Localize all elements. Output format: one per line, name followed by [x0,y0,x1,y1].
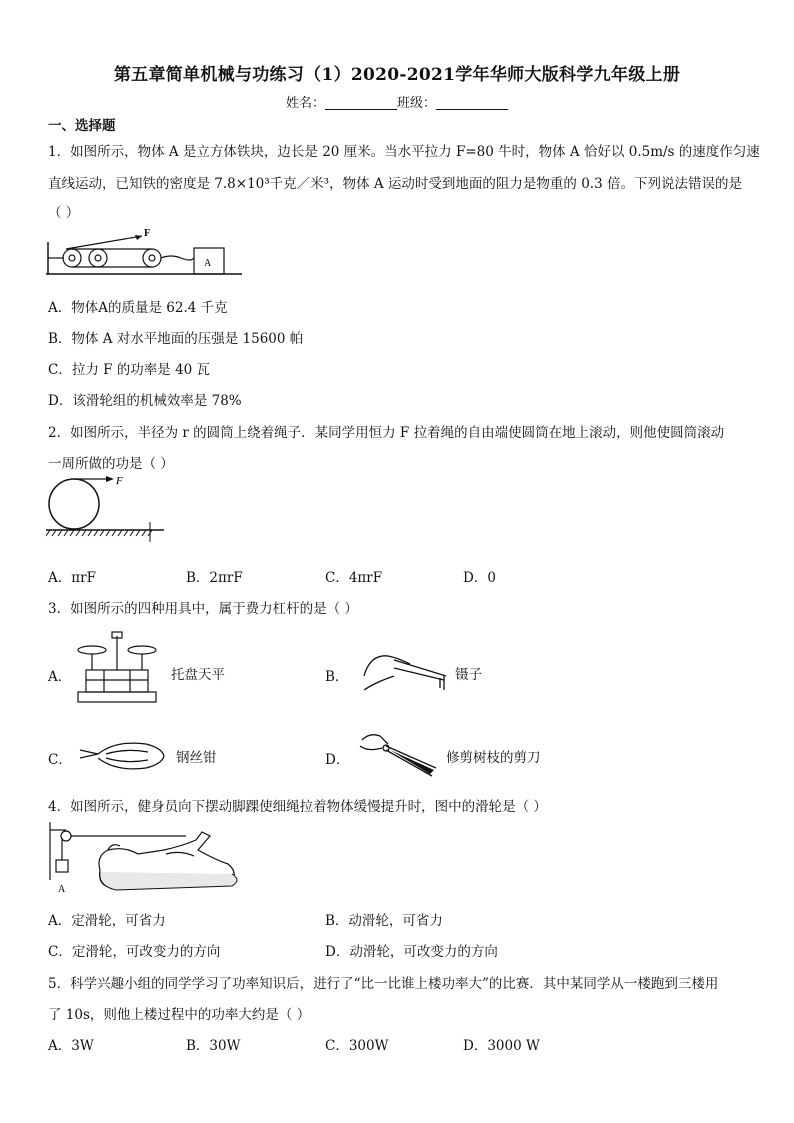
q5-option-c[interactable]: C．300W [325,1038,389,1054]
q1-option-a[interactable]: A．物体A的质量是 62.4 千克 [48,300,228,316]
name-label: 姓名： [285,96,325,111]
cylinder-roll-figure [46,474,166,546]
name-blank[interactable] [325,97,397,110]
pulley-system-figure [46,226,246,282]
q1-line-3: （ ） [48,205,80,221]
q1-option-d[interactable]: D．该滑轮组的机械效率是 78% [48,393,242,409]
q3-option-b-label: 镊子 [455,667,482,683]
q5-option-b[interactable]: B．30W [186,1038,241,1054]
q2-option-a[interactable]: A．πrF [48,570,96,586]
q1-line-2: 直线运动，已知铁的密度是 7.8×10³千克／米³，物体 A 运动时受到地面的阻力是物重的 0.3 倍。下列说法错误的是 [48,176,742,192]
q1-line-1: 1．如图所示，物体 A 是立方体铁块，边长是 20 厘米。当水平拉力 F=80 牛时，物体 A 恰好以 0.5m/s 的速度作匀速 [48,144,760,160]
fig2-force-label: F [116,475,123,487]
q1-option-c[interactable]: C．拉力 F 的功率是 40 瓦 [48,362,211,378]
q4-option-b[interactable]: B．动滑轮，可省力 [325,913,443,929]
q4-option-c[interactable]: C．定滑轮，可改变力的方向 [48,944,221,960]
q3-line-1: 3．如图所示的四种用具中，属于费力杠杆的是（ ） [48,601,358,617]
section-heading: 一、选择题 [48,118,116,134]
class-blank[interactable] [436,97,508,110]
q3-option-c-label: 钢丝钳 [176,750,217,766]
balance-scale-icon [74,630,164,710]
q4-option-d[interactable]: D．动滑轮，可改变力的方向 [325,944,498,960]
fig1-force-label: F [144,228,151,239]
tweezers-icon [354,646,454,696]
wire-pliers-icon [76,738,170,776]
q5-line-1: 5．科学兴趣小组的同学学习了功率知识后，进行了“比一比谁上楼功率大”的比赛．其中某同学从一楼跑到三楼用 [48,976,719,992]
q1-option-b[interactable]: B．物体 A 对水平地面的压强是 15600 帕 [48,331,304,347]
q3-option-d-label: 修剪树枝的剪刀 [446,750,541,766]
student-info [0,92,794,111]
q2-option-d[interactable]: D．0 [463,570,496,586]
pruning-shears-icon [356,730,440,782]
fig4-weight-label: A [58,884,66,895]
page-title: 第五章简单机械与功练习（1）2020-2021学年华师大版科学九年级上册 [113,65,681,85]
q2-option-c[interactable]: C．4πrF [325,570,383,586]
q2-line-1: 2．如图所示，半径为 r 的圆筒上绕着绳子．某同学用恒力 F 拉着绳的自由端使圆筒在地上滚动，则他使圆筒滚动 [48,425,725,441]
q4-option-a[interactable]: A．定滑轮，可省力 [48,913,166,929]
class-label: 班级： [397,96,437,111]
q5-line-2: 了 10s，则他上楼过程中的功率大约是（ ） [48,1007,311,1023]
q3-option-d-letter[interactable]: D． [325,752,350,768]
q3-option-a-letter[interactable]: A． [48,669,72,685]
q3-option-c-letter[interactable]: C． [48,752,72,768]
fitness-pulley-figure [46,820,246,896]
q2-line-2: 一周所做的功是（ ） [48,456,174,472]
q5-option-a[interactable]: A．3W [48,1038,94,1054]
fig1-block-label: A [204,258,212,269]
q2-option-b[interactable]: B．2πrF [186,570,243,586]
q4-line-1: 4．如图所示，健身员向下摆动脚踝使细绳拉着物体缓慢提升时，图中的滑轮是（ ） [48,799,547,815]
q3-option-b-letter[interactable]: B． [325,669,349,685]
q5-option-d[interactable]: D．3000 W [463,1038,540,1054]
q3-option-a-label: 托盘天平 [171,667,225,683]
